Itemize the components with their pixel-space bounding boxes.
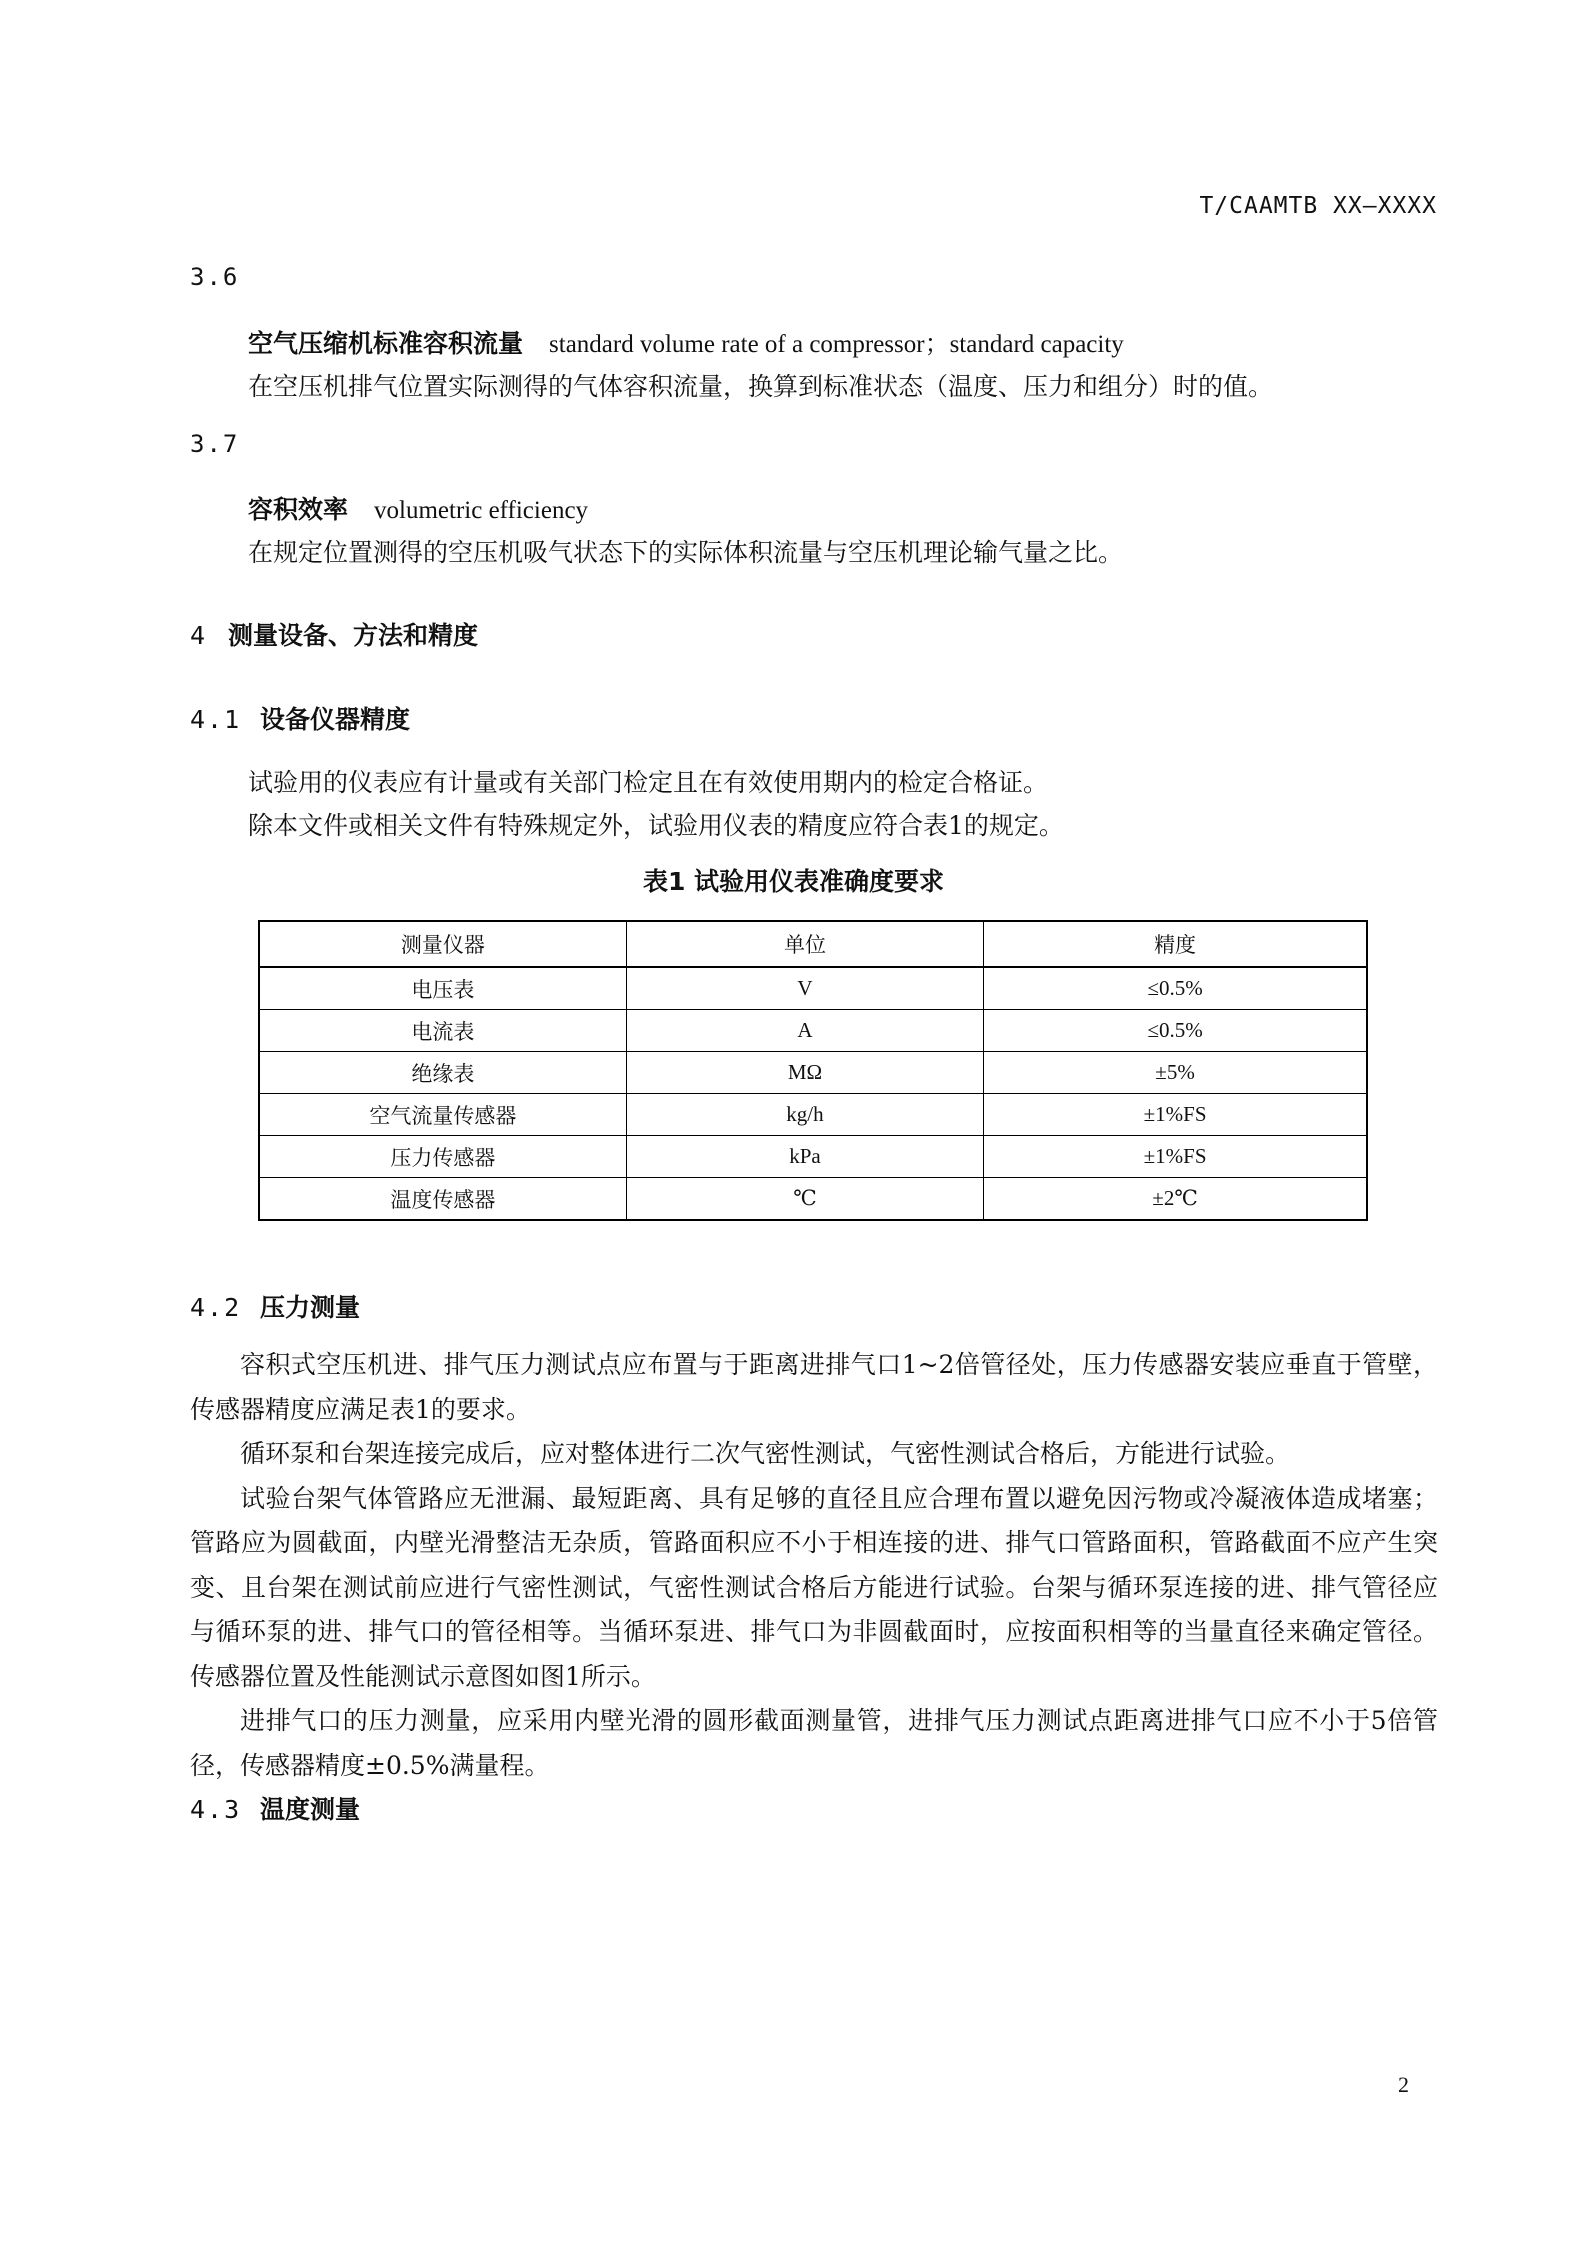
table-header-row	[259, 921, 1367, 967]
term-3-6-english: standard volume rate of a compressor；standard capacity	[549, 331, 1124, 358]
unit-cell: V	[626, 967, 983, 1010]
accuracy-table	[258, 920, 1368, 1221]
instrument-cell: 压力传感器	[259, 1136, 626, 1178]
accuracy-cell: ±5%	[984, 1052, 1367, 1094]
section-heading-4-2	[190, 1288, 360, 1324]
section-number-4-3: 4.3	[190, 1795, 242, 1824]
clause-number-3-6: 3.6	[190, 263, 240, 291]
section-title-4: 测量设备、方法和精度	[228, 621, 479, 650]
term-3-7-english: volumetric efficiency	[374, 497, 589, 524]
paragraph-4-1-2: 除本文件或相关文件有特殊规定外，试验用仪表的精度应符合表1的规定。	[248, 811, 1064, 840]
definition-3-7: 在规定位置测得的空压机吸气状态下的实际体积流量与空压机理论输气量之比。	[248, 538, 1124, 567]
table-row	[259, 1136, 1367, 1178]
section-number-4-1: 4.1	[190, 705, 242, 734]
accuracy-cell: ±1%FS	[984, 1136, 1367, 1178]
instrument-cell: 温度传感器	[259, 1178, 626, 1221]
table-row	[259, 967, 1367, 1010]
unit-cell: MΩ	[626, 1052, 983, 1094]
instrument-cell: 电压表	[259, 967, 626, 1010]
term-3-6-chinese: 空气压缩机标准容积流量	[248, 329, 524, 358]
table-header-cell: 测量仪器	[259, 921, 626, 967]
unit-cell: A	[626, 1010, 983, 1052]
term-3-7	[248, 490, 588, 526]
table-row	[259, 1094, 1367, 1136]
paragraph-4-1-1: 试验用的仪表应有计量或有关部门检定且在有效使用期内的检定合格证。	[248, 768, 1049, 797]
unit-cell: kPa	[626, 1136, 983, 1178]
section-title-4-3: 温度测量	[260, 1795, 361, 1824]
instrument-cell: 绝缘表	[259, 1052, 626, 1094]
paragraph-4-2-1: 容积式空压机进、排气压力测试点应布置与于距离进排气口1~2倍管径处，压力传感器安装应垂直于管壁，传感器精度应满足表1的要求。	[190, 1350, 1438, 1424]
table-title: 表1 试验用仪表准确度要求	[642, 867, 945, 896]
term-3-7-chinese: 容积效率	[248, 495, 349, 524]
section-number-4-2: 4.2	[190, 1293, 242, 1322]
accuracy-cell: ±2℃	[984, 1178, 1367, 1221]
unit-cell: kg/h	[626, 1094, 983, 1136]
instrument-cell: 电流表	[259, 1010, 626, 1052]
document-code: T/CAAMTB XX—XXXX	[1199, 193, 1437, 219]
table-header-cell: 精度	[984, 921, 1367, 967]
table-row	[259, 1178, 1367, 1221]
section-number-4: 4	[190, 621, 208, 650]
term-3-6	[248, 324, 1124, 360]
table-row	[259, 1052, 1367, 1094]
table-header-cell: 单位	[626, 921, 983, 967]
section-4-2-body	[190, 1343, 1438, 1788]
paragraph-4-2-2: 循环泵和台架连接完成后，应对整体进行二次气密性测试，气密性测试合格后，方能进行试验。	[240, 1439, 1291, 1468]
definition-3-6: 在空压机排气位置实际测得的气体容积流量，换算到标准状态（温度、压力和组分）时的值。	[248, 372, 1274, 401]
page-number: 2	[1398, 2072, 1409, 2097]
section-heading-4-3	[190, 1790, 360, 1826]
table-row	[259, 1010, 1367, 1052]
section-title-4-1: 设备仪器精度	[260, 705, 411, 734]
accuracy-cell: ≤0.5%	[984, 967, 1367, 1010]
section-heading-4	[190, 616, 478, 652]
instrument-cell: 空气流量传感器	[259, 1094, 626, 1136]
accuracy-cell: ±1%FS	[984, 1094, 1367, 1136]
clause-number-3-7: 3.7	[190, 430, 240, 458]
accuracy-cell: ≤0.5%	[984, 1010, 1367, 1052]
section-title-4-2: 压力测量	[260, 1293, 361, 1322]
section-heading-4-1	[190, 700, 410, 736]
paragraph-4-2-4: 进排气口的压力测量，应采用内壁光滑的圆形截面测量管，进排气压力测试点距离进排气口应不小于5倍管径，传感器精度±0.5%满量程。	[190, 1706, 1438, 1780]
unit-cell: ℃	[626, 1178, 983, 1221]
paragraph-4-2-3: 试验台架气体管路应无泄漏、最短距离、具有足够的直径且应合理布置以避免因污物或冷凝液体造成堵塞；管路应为圆截面，内壁光滑整洁无杂质，管路面积应不小于相连接的进、排气口管路面积，管路截面不应产生突变、且台架在测试前应进行气密性测试，气密性测试合格后方能进行试验。台架与循环泵连接的进、排气管径应与循环泵的进、排气口的管径相等。当循环泵进、排气口为非圆截面时，应按面积相等的当量直径来确定管径。传感器位置及性能测试示意图如图1所示。	[190, 1483, 1438, 1691]
